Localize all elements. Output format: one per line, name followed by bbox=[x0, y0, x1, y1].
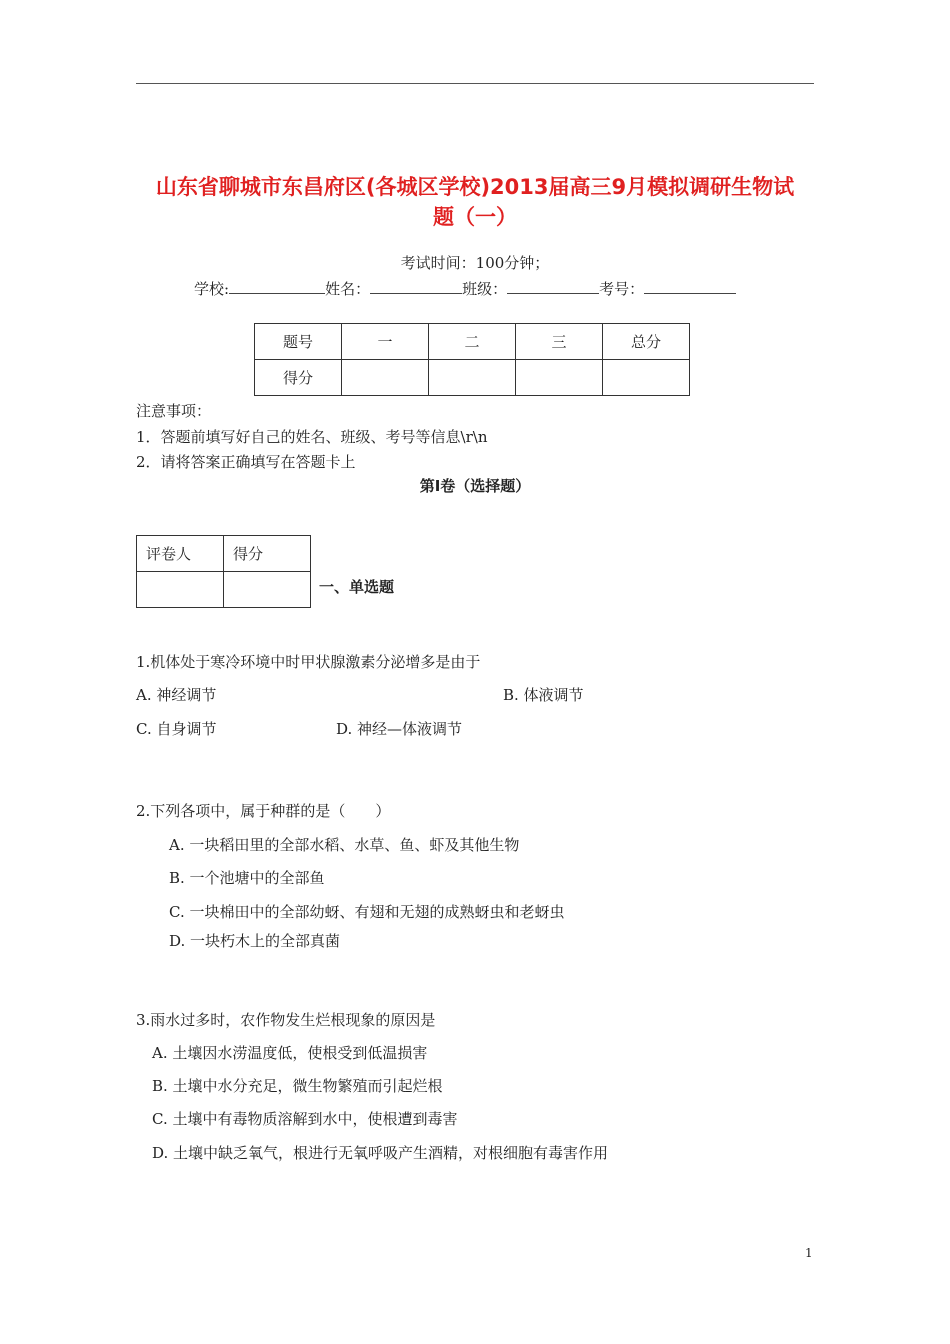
student-info-row bbox=[194, 278, 736, 299]
grader-label: 评卷人 bbox=[137, 536, 224, 572]
question-option: D. 神经—体液调节 bbox=[336, 720, 463, 738]
exam-time: 考试时间：100分钟； bbox=[400, 254, 550, 272]
question-option: B. 一个池塘中的全部鱼 bbox=[169, 869, 325, 887]
volume-title: 第Ⅰ卷（选择题） bbox=[419, 477, 531, 495]
score-header-cell: 题号 bbox=[255, 324, 342, 360]
question-option: A. 一块稻田里的全部水稻、水草、鱼、虾及其他生物 bbox=[169, 836, 520, 854]
document-title bbox=[130, 172, 820, 232]
score-row-label: 得分 bbox=[255, 360, 342, 396]
title-line-1: 山东省聊城市东昌府区(各城区学校)2013届高三9月模拟调研生物试 bbox=[155, 175, 795, 199]
name-label: 姓名： bbox=[325, 280, 371, 298]
name-field[interactable] bbox=[370, 279, 462, 294]
question-option: B. 体液调节 bbox=[503, 686, 584, 704]
grader-cell[interactable] bbox=[137, 572, 224, 608]
school-label: 学校: bbox=[194, 280, 230, 298]
grader-table bbox=[136, 535, 311, 608]
class-label: 班级： bbox=[462, 280, 508, 298]
number-label: 考号： bbox=[599, 280, 645, 298]
header-rule bbox=[136, 83, 814, 84]
grader-score-cell[interactable] bbox=[224, 572, 311, 608]
class-field[interactable] bbox=[507, 279, 599, 294]
question-option: C. 自身调节 bbox=[136, 720, 217, 738]
score-header-cell: 二 bbox=[429, 324, 516, 360]
title-line-2: 题（一） bbox=[433, 205, 517, 229]
score-table-row bbox=[255, 360, 690, 396]
score-header-cell: 一 bbox=[342, 324, 429, 360]
score-cell[interactable] bbox=[516, 360, 603, 396]
notice-item: 1．答题前填写好自己的姓名、班级、考号等信息\r\n bbox=[136, 428, 488, 446]
score-table-header bbox=[255, 324, 690, 360]
score-cell[interactable] bbox=[603, 360, 690, 396]
section-title: 一、单选题 bbox=[319, 578, 395, 596]
question-option: A. 神经调节 bbox=[136, 686, 217, 704]
score-cell[interactable] bbox=[342, 360, 429, 396]
number-field[interactable] bbox=[644, 279, 736, 294]
question-option: D. 土壤中缺乏氧气，根进行无氧呼吸产生酒精，对根细胞有毒害作用 bbox=[152, 1144, 609, 1162]
question-option: A. 土壤因水涝温度低，使根受到低温损害 bbox=[152, 1044, 428, 1062]
page-number: 1 bbox=[805, 1246, 813, 1260]
notice-heading: 注意事项： bbox=[136, 402, 212, 420]
score-table bbox=[254, 323, 690, 396]
grader-score-label: 得分 bbox=[224, 536, 311, 572]
score-header-cell: 三 bbox=[516, 324, 603, 360]
question-option: C. 一块棉田中的全部幼蚜、有翅和无翅的成熟蚜虫和老蚜虫 bbox=[169, 903, 565, 921]
question-stem: 2.下列各项中，属于种群的是（ ） bbox=[136, 802, 391, 820]
school-field[interactable] bbox=[229, 279, 325, 294]
question-stem: 1.机体处于寒冷环境中时甲状腺激素分泌增多是由于 bbox=[136, 653, 481, 671]
score-header-cell: 总分 bbox=[603, 324, 690, 360]
notice-item: 2．请将答案正确填写在答题卡上 bbox=[136, 453, 356, 471]
question-option: B. 土壤中水分充足，微生物繁殖而引起烂根 bbox=[152, 1077, 443, 1095]
question-option: C. 土壤中有毒物质溶解到水中，使根遭到毒害 bbox=[152, 1110, 458, 1128]
score-cell[interactable] bbox=[429, 360, 516, 396]
question-option: D. 一块朽木上的全部真菌 bbox=[169, 932, 341, 950]
question-stem: 3.雨水过多时，农作物发生烂根现象的原因是 bbox=[136, 1011, 436, 1029]
